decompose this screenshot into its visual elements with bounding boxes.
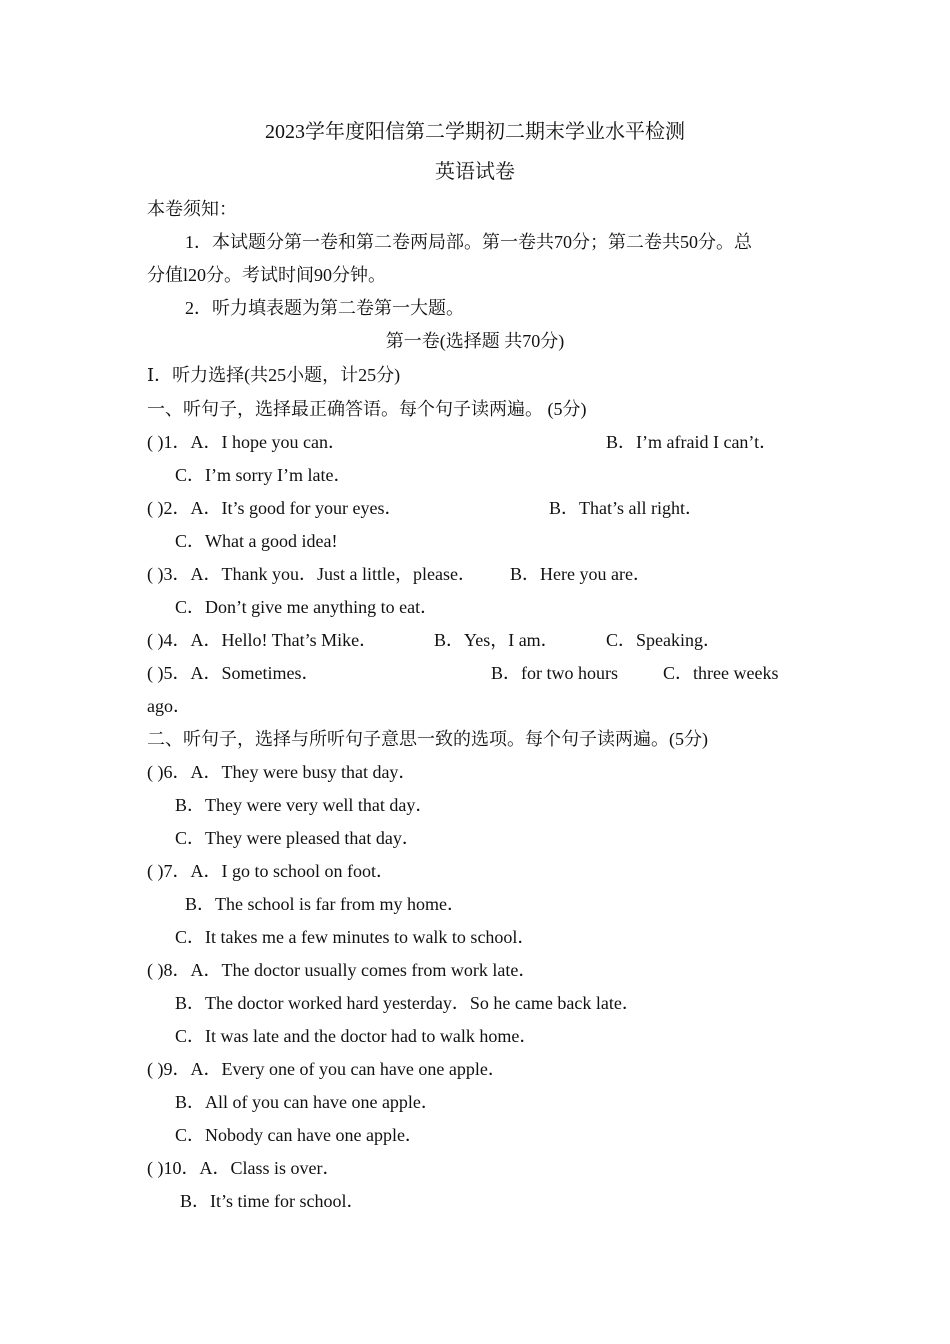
- notice-item-1-cont: 分值l20分。考试时间90分钟。: [147, 265, 386, 285]
- question-4-option-a: ( )4．A．Hello! That’s Mike．: [147, 630, 378, 650]
- question-2-option-a: ( )2．A．It’s good for your eyes．: [147, 498, 403, 518]
- question-10-option-a: ( )10．A．Class is over．: [147, 1158, 341, 1178]
- question-6-option-a: ( )6．A．They were busy that day．: [147, 762, 417, 782]
- question-9-option-c: C．Nobody can have one apple．: [175, 1125, 423, 1145]
- question-7-option-a: ( )7．A．I go to school on foot．: [147, 861, 394, 881]
- notice-heading: 本卷须知：: [147, 199, 237, 219]
- question-3-option-c: C．Don’t give me anything to eat．: [175, 597, 439, 617]
- question-1-option-b: B．I’m afraid I can’t．: [606, 432, 778, 452]
- page-subtitle: 英语试卷: [435, 161, 515, 183]
- question-7-option-c: C．It takes me a few minutes to walk to school．: [175, 927, 536, 947]
- part1-heading: 第一卷(选择题 共70分): [385, 331, 565, 351]
- question-4-option-b: B．Yes，I am．: [434, 630, 559, 650]
- question-9-option-a: ( )9．A．Every one of you can have one apple．: [147, 1059, 506, 1079]
- question-7-option-b: B．The school is far from my home．: [185, 894, 465, 914]
- question-9-option-b: B．All of you can have one apple．: [175, 1092, 439, 1112]
- question-8-option-a: ( )8．A．The doctor usually comes from work late．: [147, 960, 537, 980]
- question-5-option-b: B．for two hours: [491, 663, 618, 683]
- question-8-option-b: B．The doctor worked hard yesterday．So he came back late．: [175, 993, 640, 1013]
- question-5-option-c-cont: ago．: [147, 696, 191, 716]
- question-5-option-a: ( )5．A．Sometimes．: [147, 663, 320, 683]
- question-1-option-a: ( )1．A．I hope you can．: [147, 432, 346, 452]
- question-6-option-c: C．They were pleased that day．: [175, 828, 420, 848]
- question-2-option-c: C．What a good idea!: [175, 531, 338, 551]
- notice-item-1: 1．本试题分第一卷和第二卷两局部。第一卷共70分；第二卷共50分。总: [185, 232, 752, 252]
- question-3-option-a: ( )3．A．Thank you．Just a little，please．: [147, 564, 476, 584]
- notice-item-2: 2．听力填表题为第二卷第一大题。: [185, 298, 464, 318]
- question-3-option-b: B．Here you are．: [510, 564, 651, 584]
- subsection-2-title: 二、听句子，选择与所听句子意思一致的选项。每个句子读两遍。(5分): [147, 729, 708, 749]
- page-title: 2023学年度阳信第二学期初二期末学业水平检测: [265, 121, 685, 143]
- question-4-option-c: C．Speaking．: [606, 630, 721, 650]
- question-1-option-c: C．I’m sorry I’m late．: [175, 465, 352, 485]
- subsection-1-title: 一、听句子，选择最正确答语。每个句子读两遍。 (5分): [147, 399, 587, 419]
- question-10-option-b: B．It’s time for school．: [180, 1191, 365, 1211]
- question-5-option-c: C．three weeks: [663, 663, 779, 683]
- question-2-option-b: B．That’s all right．: [549, 498, 703, 518]
- question-8-option-c: C．It was late and the doctor had to walk home．: [175, 1026, 538, 1046]
- section-title: Ⅰ．听力选择(共25小题，计25分): [147, 365, 401, 385]
- question-6-option-b: B．They were very well that day．: [175, 795, 434, 815]
